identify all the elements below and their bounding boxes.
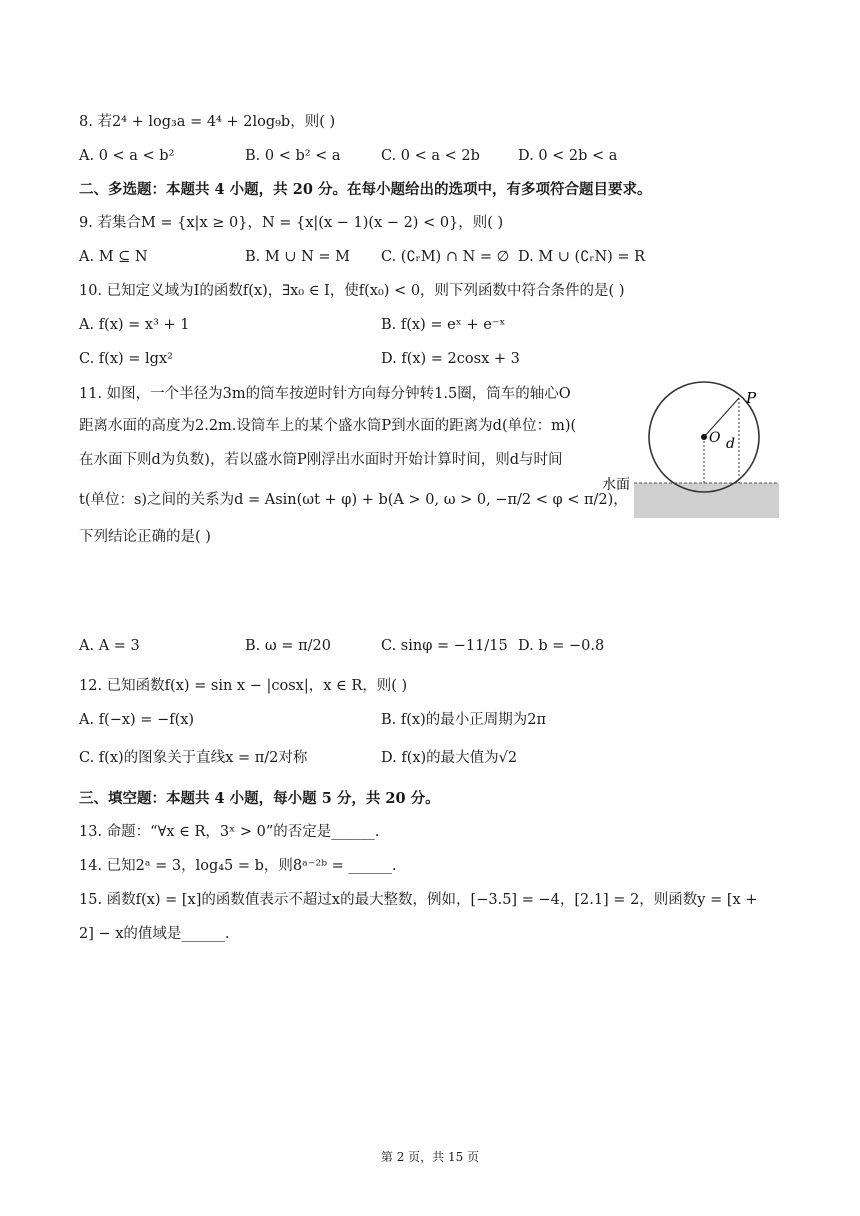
label-p: P	[746, 389, 757, 407]
q12-option-a: A. f(−x) = −f(x)	[79, 712, 195, 728]
q11-line-2: 距离水面的高度为2.2m.设筒车上的某个盛水筒P到水面的距离为d(单位：m)(	[79, 418, 577, 434]
q9-option-b: B. M ∪ N = M	[245, 249, 350, 265]
q11-option-c: C. sinφ = −11/15	[381, 638, 508, 654]
q12-option-b: B. f(x)的最小正周期为2π	[381, 712, 546, 728]
q12-stem: 12. 已知函数f(x) = sin x − |cosx|，x ∈ R，则( )	[79, 678, 408, 694]
label-o: O	[709, 430, 721, 446]
q11-option-b: B. ω = π/20	[245, 638, 331, 654]
q15-line-2: 2] − x的值域是______.	[79, 926, 230, 942]
q15-line-1: 15. 函数f(x) = [x]的函数值表示不超过x的最大整数，例如，[−3.5] = −4，[2.1] = 2，则函数y = [x +	[79, 892, 758, 908]
q9-option-c: C. (∁ᵣM) ∩ N = ∅	[381, 249, 510, 265]
q10-option-d: D. f(x) = 2cosx + 3	[381, 351, 520, 367]
label-water: 水面	[602, 477, 630, 493]
q8-option-a: A. 0 < a < b²	[79, 148, 175, 164]
q11-option-a: A. A = 3	[79, 638, 140, 654]
q12-option-c: C. f(x)的图象关于直线x = π/2对称	[79, 750, 308, 766]
page-footer: 第 2 页，共 15 页	[380, 1150, 480, 1164]
q10-stem: 10. 已知定义域为I的函数f(x)，∃x₀ ∈ I，使f(x₀) < 0，则下列函数中符合条件的是( )	[79, 283, 625, 299]
q8-option-b: B. 0 < b² < a	[245, 148, 341, 164]
label-d: d	[726, 436, 735, 452]
q8-option-c: C. 0 < a < 2b	[381, 148, 480, 164]
q11-line-5: 下列结论正确的是( )	[79, 529, 211, 545]
q10-option-a: A. f(x) = x³ + 1	[79, 317, 190, 333]
q13: 13. 命题：“∀x ∈ R，3ˣ > 0”的否定是______.	[79, 824, 380, 840]
section-2-heading: 二、多选题：本题共 4 小题，共 20 分。在每小题给出的选项中，有多项符合题目要求。	[79, 181, 652, 198]
q9-option-d: D. M ∪ (∁ᵣN) = R	[518, 249, 646, 265]
section-3-heading: 三、填空题：本题共 4 小题，每小题 5 分，共 20 分。	[79, 790, 440, 807]
q10-option-b: B. f(x) = eˣ + e⁻ˣ	[381, 317, 506, 333]
axis-center-dot	[701, 434, 707, 440]
water-area	[634, 483, 779, 518]
q9-option-a: A. M ⊆ N	[79, 249, 148, 265]
q11-line-4: t(单位：s)之间的关系为d = Asin(ωt + φ) + b(A > 0, ω > 0, −π/2 < φ < π/2)，	[79, 492, 628, 508]
q11-line-3: 在水面下则d为负数)，若以盛水筒P刚浮出水面时开始计算时间，则d与时间	[79, 452, 563, 468]
q9-stem: 9. 若集合M = {x|x ≥ 0}，N = {x|(x − 1)(x − 2) < 0}，则( )	[79, 215, 504, 231]
q11-option-d: D. b = −0.8	[518, 638, 605, 654]
q8-stem: 8. 若2⁴ + log₃a = 4⁴ + 2log₉b，则( )	[79, 114, 336, 130]
q12-option-d: D. f(x)的最大值为√2	[381, 750, 518, 766]
water-wheel-figure	[598, 378, 788, 528]
q14: 14. 已知2ᵃ = 3，log₄5 = b，则8ᵃ⁻²ᵇ = ______.	[79, 858, 397, 874]
q11-line-1: 11. 如图，一个半径为3m的筒车按逆时针方向每分钟转1.5圈，筒车的轴心O	[79, 386, 571, 402]
q8-option-d: D. 0 < 2b < a	[518, 148, 618, 164]
q10-option-c: C. f(x) = lgx²	[79, 351, 173, 367]
